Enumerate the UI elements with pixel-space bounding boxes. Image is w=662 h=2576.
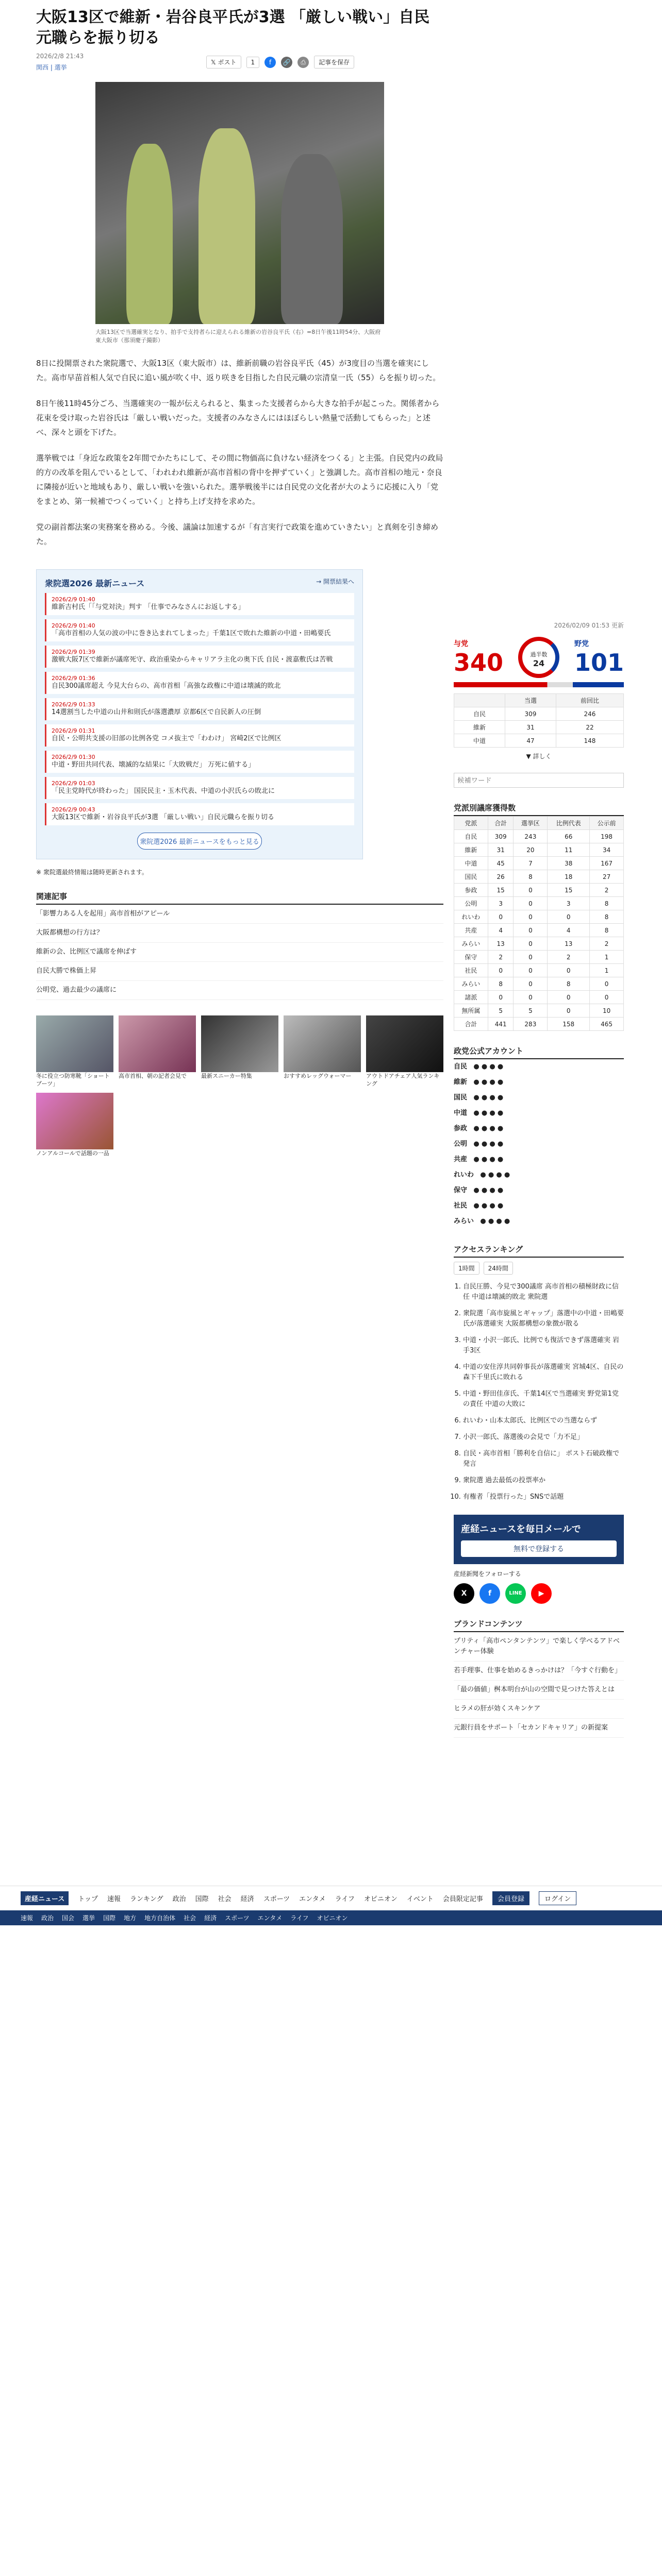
ad-card[interactable] [36, 1015, 113, 1088]
ad-text: 最新スニーカー特集 [201, 1073, 252, 1079]
news-item[interactable] [45, 646, 354, 668]
party-row[interactable]: 維新 ● ● ● ● [454, 1078, 504, 1086]
nav-item[interactable]: エンタメ [299, 1895, 326, 1903]
ad-card[interactable] [36, 1093, 113, 1157]
line-icon[interactable]: LINE [505, 1583, 526, 1604]
facebook-icon[interactable]: f [264, 57, 276, 68]
article-category[interactable]: 関西 | 選挙 [36, 64, 67, 71]
subnav-item[interactable]: 地方 [124, 1914, 137, 1922]
news-headline: 大阪13区で維新・岩谷良平氏が3選 「厳しい戦い」自民元職らを振り切る [52, 814, 274, 821]
save-article-button[interactable]: 記事を保存 [314, 56, 354, 69]
news-box-title: 衆院選2026 最新ニュース [45, 579, 145, 588]
facebook-icon[interactable]: f [479, 1583, 500, 1604]
ad-thumb [366, 1015, 443, 1072]
newsletter-promo [454, 1515, 624, 1564]
subnav-item[interactable]: 速報 [21, 1914, 34, 1922]
promo-title: 産経ニュースを毎日メールで [461, 1524, 581, 1535]
article-photo [95, 82, 384, 324]
post-button[interactable]: 𝕏 ポスト [206, 56, 241, 69]
party-accounts [454, 1059, 624, 1229]
nav-item[interactable]: 経済 [240, 1895, 254, 1903]
ad-thumb [201, 1015, 278, 1072]
subnav-item[interactable]: 経済 [204, 1914, 217, 1922]
news-time: 2026/2/9 01:36 [52, 675, 95, 682]
subnav-item[interactable]: 政治 [41, 1914, 54, 1922]
news-headline: 「高市首相の人気の波の中に巻き込まれてしまった」千葉1区で敗れた維新の中道・田嶋要氏 [52, 630, 331, 637]
nav-item[interactable]: 国際 [195, 1895, 209, 1903]
brand-item[interactable]: プリティ「高市ペンタンテンツ」で楽しく学べるアドベンチャー体験 [454, 1632, 624, 1662]
party-row[interactable]: れいわ ● ● ● ● [454, 1171, 510, 1179]
share-bar [206, 56, 354, 69]
news-headline: 自民300議席超え 今見大台らの、高市首相「高強な政権に中道は壊滅的敗北 [52, 682, 281, 690]
subnav-item[interactable]: 選挙 [82, 1914, 95, 1922]
news-item[interactable] [45, 751, 354, 773]
ad-text: 高市首相、朝の記者会見で [119, 1073, 187, 1079]
ruling-seat-count: 340 [454, 649, 504, 676]
nav-item[interactable]: 社会 [218, 1895, 231, 1903]
board-table: 当選 前回比 自民 309 246 維新 31 22 中道 47 148 [454, 693, 624, 748]
party-row[interactable]: 公明 ● ● ● ● [454, 1140, 504, 1148]
news-time: 2026/2/9 01:31 [52, 727, 95, 734]
party-row[interactable]: 参政 ● ● ● ● [454, 1125, 504, 1132]
nav-item[interactable]: ランキング [130, 1895, 163, 1903]
photo-person [198, 128, 255, 324]
subnav-item[interactable]: 社会 [184, 1914, 196, 1922]
ad-thumb [119, 1015, 196, 1072]
news-headline: 激戦大阪7区で維新が議席死守、政治重染からキャリアラ主化の奥下氏 自民・渡嘉敷氏は苦戦 [52, 656, 333, 664]
ranking-item[interactable]: 8. 自民・高市首相「勝利を自信に」 ポスト石破政権で発言 [463, 1449, 624, 1469]
election-scoreboard [454, 621, 624, 1738]
news-headline: 維新吉村氏「「与党対決」判す 「仕事でみなさんにお返しする」 [52, 603, 245, 611]
ad-card[interactable] [119, 1015, 196, 1088]
news-time: 2026/2/9 01:30 [52, 754, 95, 760]
ad-text: 冬に役立つ防寒靴「ショートブーツ」 [36, 1073, 110, 1087]
ad-text: アウトドアチェア人気ランキング [366, 1073, 440, 1087]
x-icon[interactable]: X [454, 1583, 474, 1604]
ranking-item[interactable]: 3. 中道・小沢一郎氏、比例でも復活できず落選確実 岩手3区 [463, 1335, 624, 1356]
photo-caption: 大阪13区で当選確実となり、拍手で支持者らに迎えられる維新の岩谷良平氏（右）=8日午後11時54分、大阪府東大阪市（那須慶子撮影） [95, 329, 381, 344]
subnav-item[interactable]: スポーツ [225, 1914, 250, 1922]
ad-grid [36, 1015, 443, 1157]
party-row[interactable]: みらい ● ● ● ● [454, 1217, 510, 1225]
news-item[interactable] [45, 803, 354, 825]
brand-title: ブランドコンテンツ [454, 1616, 624, 1632]
majority-ring [518, 637, 559, 678]
related-item[interactable]: 維新の会、比例区で議席を伸ばす [36, 943, 443, 962]
board-timestamp: 2026/02/09 01:53 更新 [554, 622, 624, 629]
brand-item[interactable]: 「最の価値」桝本明台が山の空間で見つけた答えとは [454, 1681, 624, 1700]
article-paragraph: 8日午後11時45分ごろ、当選確実の一報が伝えられると、集まった支援者らから大きな拍手が起こった。関係者から花束を受け取った岩谷氏は「厳しい戦いだった。支援者のみなさんにはほぼらしい熱量で活動してもらった」と述べ、深々と頭を下げた。 [36, 399, 440, 437]
accounts-title: 政党公式アカウント [454, 1043, 624, 1059]
ranking-item[interactable]: 2. 衆院選「高市旋風とギャップ」落選中の中道・田嶋要氏が落選確実 大阪都構想の象徴が散る [463, 1309, 624, 1329]
ranking-tab-hour[interactable]: 1時間 [454, 1262, 479, 1275]
ranking-tab-day[interactable]: 24時間 [484, 1262, 513, 1275]
article-title: 大阪13区で維新・岩谷良平氏が3選 「厳しい戦い」自民元職らを振り切る [36, 8, 430, 47]
follow-title: 産経新聞をフォローする [454, 1570, 521, 1578]
ad-card[interactable] [284, 1015, 361, 1088]
news-item[interactable] [45, 672, 354, 694]
ranking-item[interactable]: 9. 衆院選 過去最低の投票率か [463, 1476, 624, 1486]
results-table: 党派 合計 選挙区 比例代表 公示前 自民 309 243 66 198 維新 31 20 11 34 中道 45 7 38 167 国民 26 8 18 27 参政 15 0 15 2 公明 3 0 3 8 れいわ 0 0 0 8 共産 4 0 4 8 みらい 13 0 13 2 保守 2 0 2 1 社民 0 0 0 1 みらい 8 0 8 0 諸派 0 0 0 0 無所属 5 5 0 10 合計 441 283 158 465 [454, 816, 624, 1031]
link-icon[interactable]: 🔗 [281, 57, 292, 68]
x-icon: 𝕏 [211, 59, 218, 66]
opposition-seat-count: 101 [574, 649, 624, 676]
subnav-item[interactable]: 国際 [103, 1914, 116, 1922]
follow-icons [454, 1583, 624, 1604]
seat-bar [454, 682, 624, 687]
photo-person [281, 154, 343, 324]
party-row[interactable]: 中道 ● ● ● ● [454, 1109, 504, 1117]
news-time: 2026/2/9 01:39 [52, 649, 95, 655]
sub-navbar [0, 1910, 662, 1925]
ruling-party-label: 与党 [454, 640, 468, 648]
related-item[interactable]: 「影響力ある人を起用」高市首相がアピール [36, 905, 443, 924]
print-icon[interactable]: ⎙ [297, 57, 309, 68]
ad-text: ノンアルコールで話題の一品 [36, 1150, 109, 1157]
results-title: 党派別議席獲得数 [454, 800, 624, 816]
ad-card[interactable] [201, 1015, 278, 1088]
ranking-item[interactable]: 1. 自民圧勝、今見で300議席 高市首相の積極財政に信任 中道は壊滅的敗北 衆院選 [463, 1282, 624, 1302]
related-item[interactable]: 自民大勝で株価上昇 [36, 962, 443, 981]
party-row[interactable]: 保守 ● ● ● ● [454, 1187, 504, 1194]
related-title: 関連記事 [36, 889, 443, 905]
subnav-item[interactable]: オピニオン [317, 1914, 348, 1922]
article-paragraph: 選挙戦では「身近な政策を2年間でかたちにして、その間に物価高に負けない経済をつくる」と主張。自民党内の政局的方の改革を阻んでいるとして、「われわれ維新が高市首相の背中を押ずていく」と強調した。高市首相の地元・奈良に隣接が近いと地域もあり、厳しい戦いを強いられた。選挙戦後半には自民党の文化者が大のように応援に入り「党をまとめ、第一候補でつくっていく」と持ち上げ支持を求めた。 [36, 453, 443, 506]
remaining-count: 24 [533, 658, 545, 668]
election-news-box [36, 569, 363, 859]
brand-item[interactable]: 若手理事、仕事を始めるきっかけは？「今すぐ行動を」 [454, 1662, 624, 1681]
nav-item[interactable]: 会員限定記事 [442, 1895, 483, 1903]
results-link[interactable]: → 開票結果へ [316, 578, 354, 585]
brand-item[interactable]: ヒラメの肝が効くスキンケア [454, 1700, 624, 1719]
ad-thumb [36, 1093, 113, 1149]
nav-item[interactable]: スポーツ [263, 1895, 290, 1903]
majority-label: 過半数 [530, 651, 548, 658]
youtube-icon[interactable]: ▶ [531, 1583, 552, 1604]
news-time: 2026/2/9 01:03 [52, 780, 95, 787]
photo-person [126, 144, 173, 324]
nav-item[interactable]: オピニオン [363, 1895, 398, 1903]
ranking-item[interactable]: 4. 中道の安住淳共同幹事長が落選確実 宮城4区、自民の森下千里氏に敗れる [463, 1362, 624, 1383]
related-item[interactable]: 公明党、過去最少の議席に [36, 981, 443, 1000]
ad-thumb [36, 1015, 113, 1072]
member-button[interactable]: 会員登録 [492, 1891, 529, 1905]
nav-item[interactable]: トップ [78, 1895, 98, 1903]
news-headline: 中道・野田共同代表、壊滅的な結果に「大敗戦だ」 万死に値する」 [52, 761, 255, 769]
ad-text: おすすめレッグウォーマー [284, 1073, 352, 1079]
brand-item[interactable]: 元銀行員をサポート「セカンドキャリア」の新提案 [454, 1719, 624, 1738]
subnav-item[interactable]: エンタメ [257, 1914, 283, 1922]
ranking-item[interactable]: 5. 中道・野田佳彦氏、千葉14区で当選確実 野党第1党の責任 中道の大敗に [463, 1389, 624, 1410]
site-navbar [0, 1886, 662, 1926]
party-row[interactable]: 社民 ● ● ● ● [454, 1202, 504, 1210]
site-logo[interactable]: 産経ニュース [21, 1891, 69, 1905]
ranking-item[interactable]: 6. れいわ・山本太郎氏、比例区での当選ならず [463, 1416, 624, 1426]
ranking-list [454, 1282, 624, 1502]
news-time: 2026/2/9 01:33 [52, 701, 95, 708]
news-headline: 「民主党時代が終わった」 国民民主・玉木代表、中道の小沢氏らの敗北に [52, 787, 275, 795]
ranking-title: アクセスランキング [454, 1242, 624, 1258]
update-note: ※ 衆院選最終情報は随時更新されます。 [36, 869, 148, 876]
party-row[interactable]: 自民 ● ● ● ● [454, 1063, 504, 1071]
article-timestamp: 2026/2/8 21:43 [36, 53, 84, 60]
login-button[interactable]: ログイン [539, 1891, 576, 1905]
ad-card[interactable] [366, 1015, 443, 1088]
news-item[interactable] [45, 724, 354, 747]
related-item[interactable]: 大阪都構想の行方は？ [36, 924, 443, 943]
news-headline: 14選割当した中道の山井和則氏が落選濃厚 京都6区で自民新人の圧倒 [52, 708, 261, 716]
ad-thumb [284, 1015, 361, 1072]
share-count: 1 [246, 57, 260, 68]
news-time: 2026/2/9 00:43 [52, 806, 95, 813]
subnav-item[interactable]: 国会 [62, 1914, 75, 1922]
subnav-item[interactable]: 地方自治体 [144, 1914, 176, 1922]
more-news-button[interactable]: 衆院選2026 最新ニュースをもっと見る [137, 833, 262, 850]
candidate-search-input[interactable] [454, 773, 624, 788]
news-time: 2026/2/9 01:40 [52, 622, 95, 629]
subnav-item[interactable]: ライフ [290, 1914, 309, 1922]
nav-item[interactable]: ライフ [335, 1895, 355, 1903]
ranking-item[interactable]: 7. 小沢一郎氏、落選後の会見で「力不足」 [463, 1432, 624, 1443]
news-item[interactable] [45, 698, 354, 720]
newsletter-signup-button[interactable]: 無料で登録する [461, 1540, 617, 1557]
opposition-label: 野党 [574, 640, 589, 648]
news-item[interactable] [45, 619, 354, 641]
article-paragraph: 党の副首都法案の実務案を務める。今後、議論は加速するが「有言実行で政策を進めていきたい」と真剣を引き締めた。 [36, 522, 439, 546]
board-detail-button[interactable]: ▼ 詳しく [526, 753, 552, 760]
article-paragraph: 8日に投開票された衆院選で、大阪13区（東大阪市）は、維新前職の岩谷良平氏（45）が3度目の当選を確実にした。高市早苗首相人気で自民に追い風が吹く中、返り咲きを目指した自民元職の宗清皇一氏（55）らを振り切った。 [36, 359, 441, 382]
party-row[interactable]: 国民 ● ● ● ● [454, 1094, 504, 1101]
nav-item[interactable]: 政治 [172, 1895, 186, 1903]
party-row[interactable]: 共産 ● ● ● ● [454, 1156, 504, 1163]
ranking-item[interactable]: 10. 有権者「投票行った」SNSで話題 [463, 1492, 624, 1502]
news-item[interactable] [45, 593, 354, 615]
article-main [36, 0, 443, 1157]
nav-item[interactable]: イベント [406, 1895, 434, 1903]
nav-item[interactable]: 速報 [107, 1895, 121, 1903]
news-item[interactable] [45, 777, 354, 799]
news-headline: 自民・公明共支援の旧部の比例各党 コメ抜主で「わわけ」 宮崎2区で比例区 [52, 735, 282, 742]
news-time: 2026/2/9 01:40 [52, 596, 95, 603]
